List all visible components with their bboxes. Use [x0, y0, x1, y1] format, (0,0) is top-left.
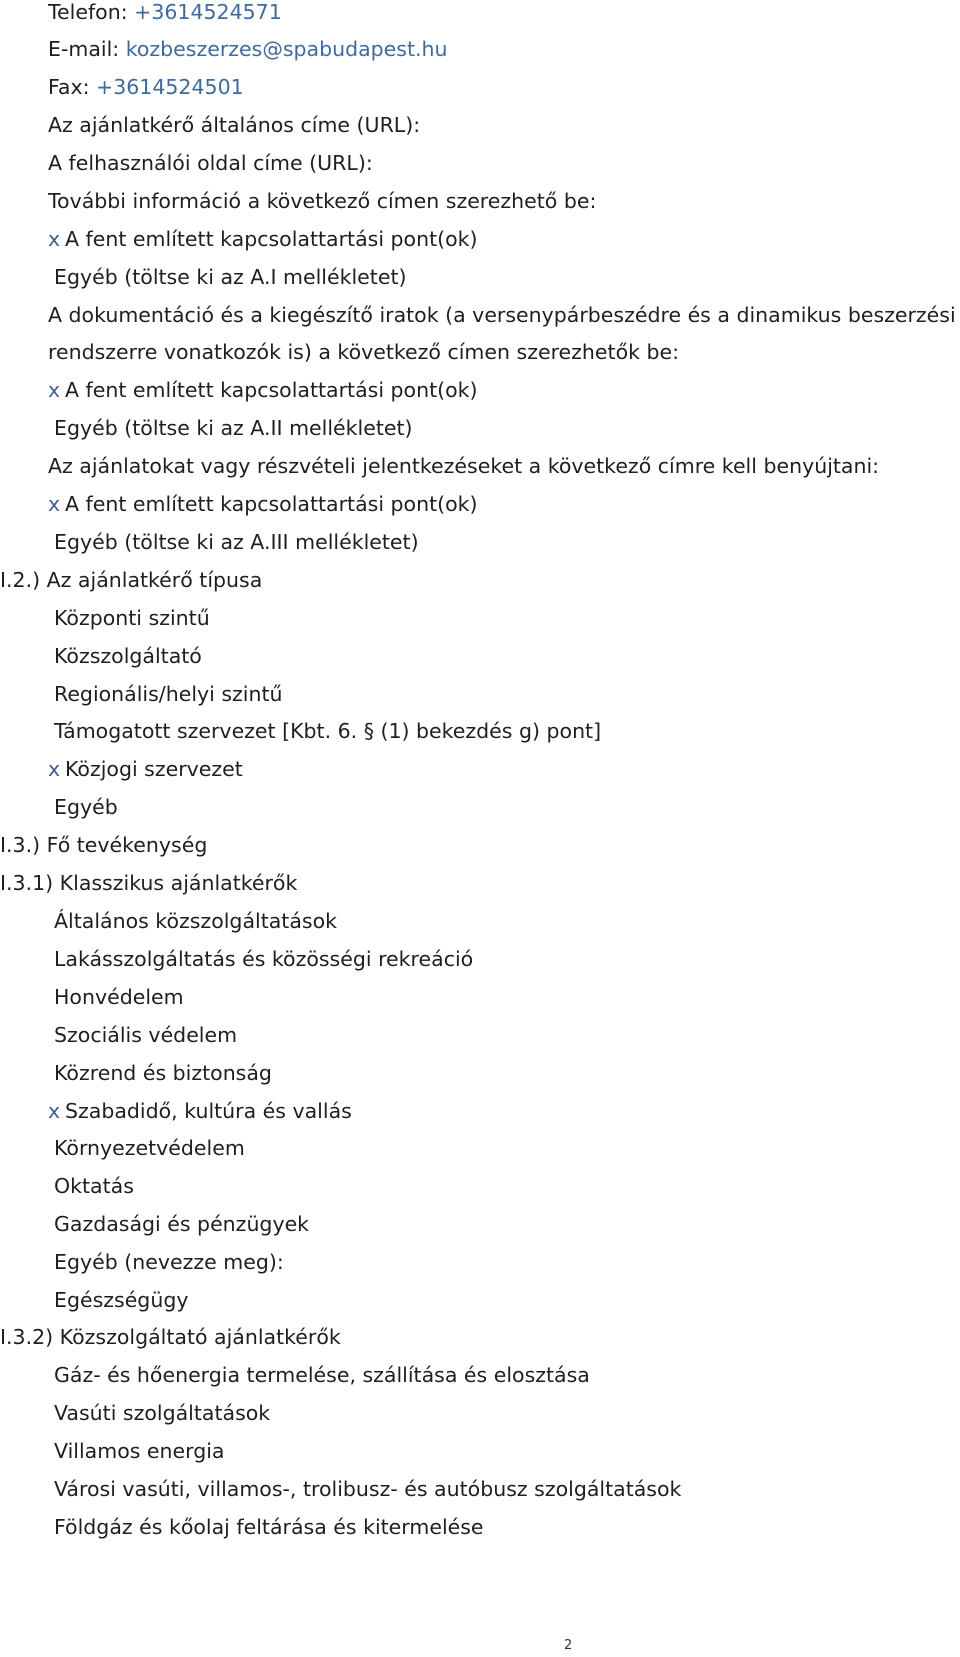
- list-item-label: Oktatás: [54, 1174, 134, 1199]
- submission-heading: Az ajánlatokat vagy részvételi jelentkezéseket a következő címre kell benyújtani:: [48, 454, 880, 478]
- list-item: [54, 977, 184, 1017]
- list-item-label: Egészségügy: [54, 1288, 189, 1312]
- list-item-label: Központi szintű: [54, 606, 210, 630]
- submission-option-contact: [48, 484, 478, 524]
- list-item: [54, 711, 601, 751]
- fax-value: +3614524501: [96, 75, 244, 99]
- docs-option-contact: [48, 370, 478, 410]
- list-item: [48, 1091, 352, 1131]
- list-item-label: Támogatott szervezet [Kbt. 6. § (1) bekezdés g) pont]: [54, 719, 602, 744]
- section-1-3-1-heading: I.3.1) Klasszikus ajánlatkérők: [0, 871, 298, 895]
- fax-line: [48, 67, 244, 107]
- submission-option-other: Egyéb (töltse ki az A.III mellékletet): [54, 530, 419, 554]
- list-item-label: Gáz- és hőenergia termelése, szállítása és elosztása: [54, 1363, 590, 1387]
- list-item: [54, 1204, 309, 1244]
- checked-mark: x: [48, 378, 61, 402]
- list-item: [48, 749, 243, 789]
- list-item: [54, 787, 118, 827]
- email-line: [48, 29, 448, 69]
- section-1-3-heading: I.3.) Fő tevékenység: [0, 833, 208, 857]
- docs-heading-line1: A dokumentáció és a kiegészítő iratok (a versenypárbeszédre és a dinamikus beszerzési: [48, 303, 956, 327]
- list-item-label: Gazdasági és pénzügyek: [54, 1212, 310, 1237]
- section-1-2-heading: I.2.) Az ajánlatkérő típusa: [0, 568, 263, 592]
- docs-heading-line2: rendszerre vonatkozók is) a következő címen szerezhetők be:: [48, 340, 680, 364]
- checked-mark: x: [48, 492, 61, 516]
- list-item-label: Közrend és biztonság: [54, 1060, 272, 1085]
- list-item: [54, 1053, 272, 1093]
- email-label: E-mail:: [48, 37, 120, 61]
- list-item: [54, 1166, 134, 1206]
- docs-option-other: Egyéb (töltse ki az A.II mellékletet): [54, 416, 413, 440]
- list-item: [54, 1280, 188, 1320]
- list-item-label: Szabadidő, kultúra és vallás: [65, 1098, 352, 1123]
- list-item: [54, 901, 337, 941]
- buyer-profile-url-label: A felhasználói oldal címe (URL):: [48, 151, 373, 175]
- checked-mark: x: [48, 1098, 61, 1123]
- list-item-label: Általános közszolgáltatások: [54, 909, 337, 933]
- list-item: [54, 1242, 284, 1282]
- list-item-label: Közjogi szervezet: [65, 757, 243, 782]
- general-url-label: Az ajánlatkérő általános címe (URL):: [48, 113, 421, 137]
- list-item-label: Villamos energia: [54, 1438, 225, 1463]
- submission-option-contact-label: A fent említett kapcsolattartási pont(ok): [65, 492, 478, 516]
- list-item-label: Szociális védelem: [54, 1022, 238, 1047]
- list-item: [54, 598, 210, 638]
- list-item: [54, 1431, 225, 1471]
- list-item-label: Honvédelem: [54, 984, 184, 1009]
- phone-line: [48, 0, 282, 32]
- email-link[interactable]: kozbeszerzes@spabudapest.hu: [125, 37, 448, 61]
- list-item-label: Közszolgáltató: [54, 643, 202, 668]
- list-item: [54, 939, 473, 979]
- list-item: [54, 1393, 270, 1433]
- page-number: 2: [564, 1638, 573, 1653]
- list-item: [54, 1128, 245, 1168]
- checked-mark: x: [48, 757, 61, 782]
- list-item: [54, 1469, 681, 1509]
- phone-value: +3614524571: [134, 0, 282, 24]
- checked-mark: x: [48, 227, 61, 251]
- list-item: [54, 636, 202, 676]
- list-item-label: Vasúti szolgáltatások: [54, 1400, 271, 1425]
- info-option-other: Egyéb (töltse ki az A.I mellékletet): [54, 265, 407, 289]
- list-item-label: Földgáz és kőolaj feltárása és kitermelése: [54, 1514, 484, 1539]
- list-item: [54, 674, 283, 714]
- info-heading: További információ a következő címen szerezhető be:: [48, 189, 597, 213]
- list-item-label: Egyéb: [54, 795, 118, 819]
- list-item-label: Városi vasúti, villamos-, trolibusz- és autóbusz szolgáltatások: [54, 1476, 682, 1501]
- docs-option-contact-label: A fent említett kapcsolattartási pont(ok): [65, 378, 478, 402]
- fax-label: Fax:: [48, 75, 90, 99]
- list-item-label: Egyéb (nevezze meg):: [54, 1250, 284, 1275]
- list-item-label: Regionális/helyi szintű: [54, 681, 283, 706]
- list-item: [54, 1507, 484, 1547]
- section-1-3-2-heading: I.3.2) Közszolgáltató ajánlatkérők: [0, 1325, 341, 1349]
- list-item: [54, 1355, 590, 1395]
- list-item-label: Környezetvédelem: [54, 1136, 245, 1161]
- info-option-contact-label: A fent említett kapcsolattartási pont(ok): [65, 227, 478, 251]
- list-item: [54, 1015, 237, 1055]
- list-item-label: Lakásszolgáltatás és közösségi rekreáció: [54, 946, 474, 971]
- info-option-contact: [48, 219, 478, 259]
- phone-label: Telefon:: [48, 0, 128, 24]
